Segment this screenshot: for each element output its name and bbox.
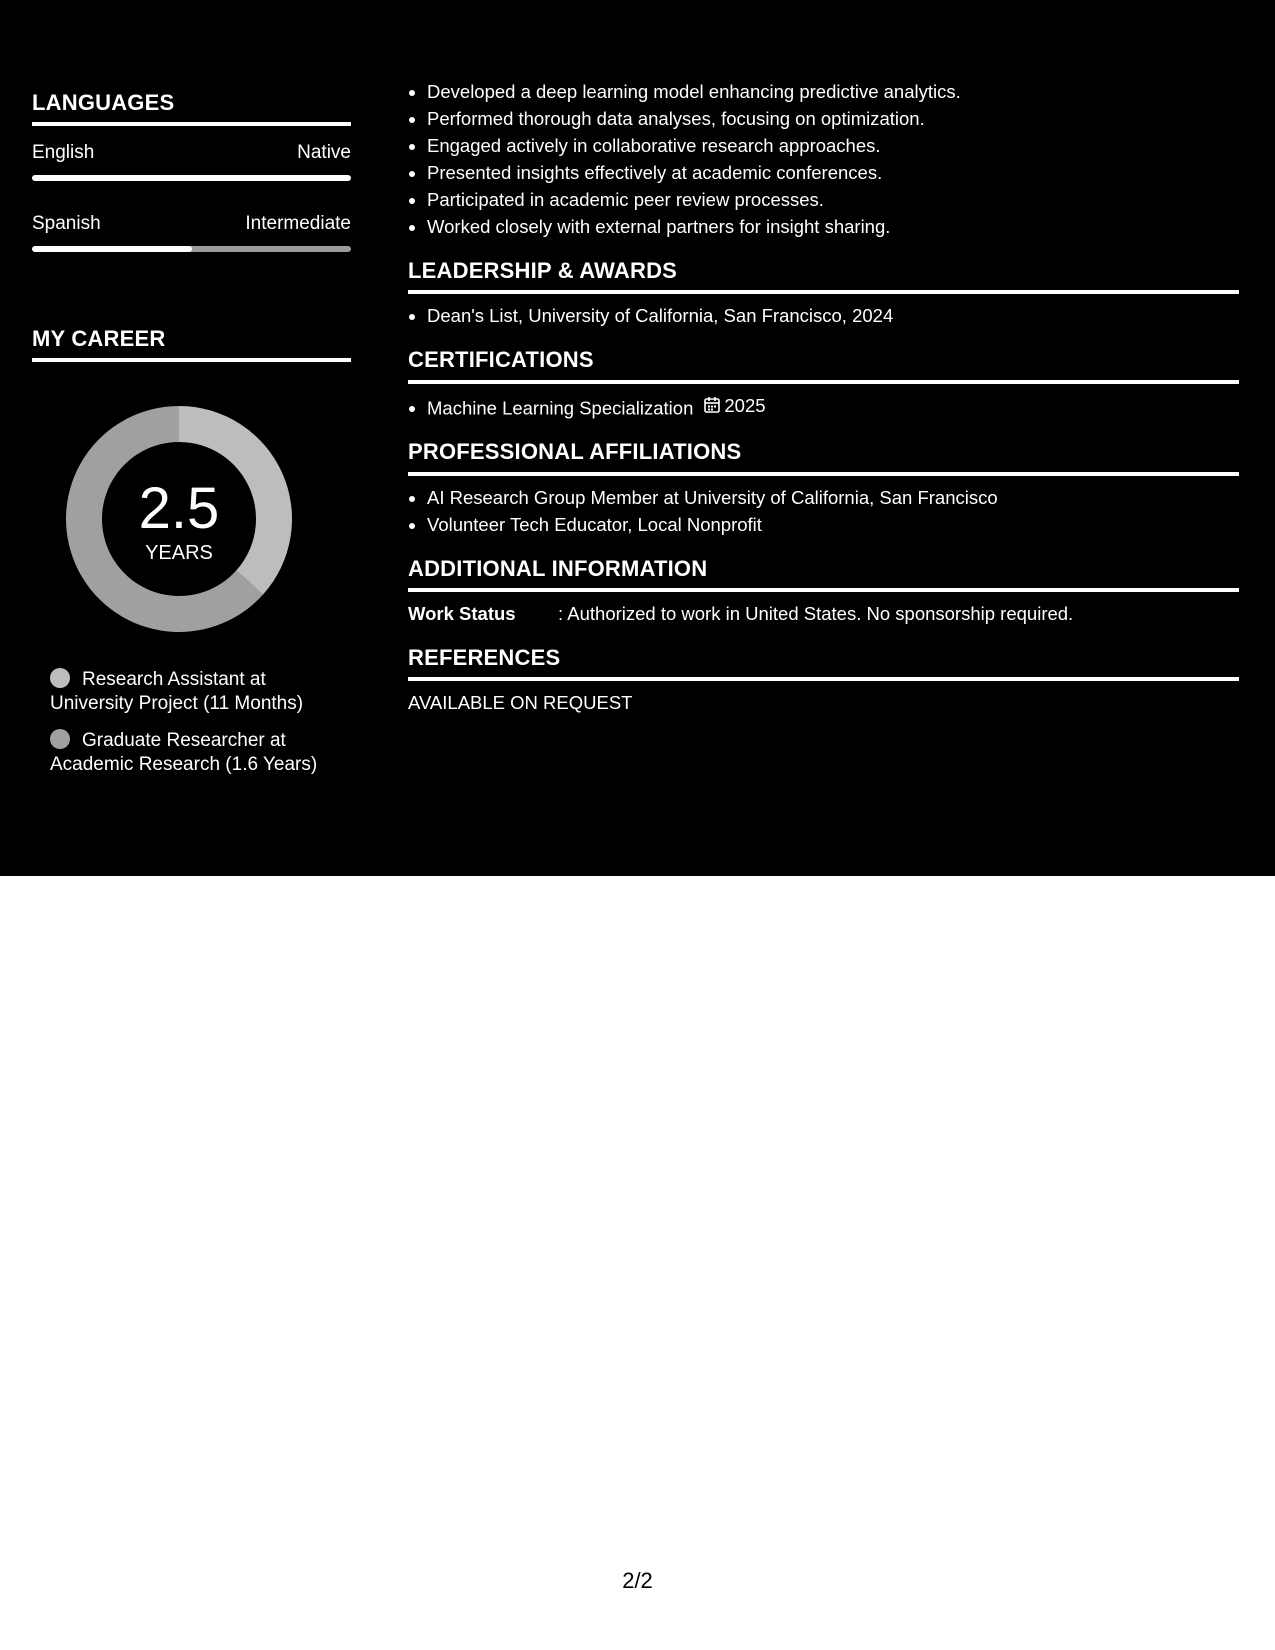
- affiliations-heading: PROFESSIONAL AFFILIATIONS: [408, 439, 1239, 475]
- work-status-label: Work Status: [408, 603, 516, 625]
- list-item: • AI Research Group Member at University of California, San Francisco: [427, 484, 1239, 511]
- language-proficiency-bar: [32, 246, 351, 252]
- legend-dot-icon: [50, 668, 70, 688]
- career-total-value: 2.5: [138, 475, 220, 541]
- list-item: • Performed thorough data analyses, focusing on optimization.: [427, 105, 1239, 132]
- language-proficiency-bar: [32, 175, 351, 181]
- work-status-row: [408, 600, 1239, 627]
- awards-heading: LEADERSHIP & AWARDS: [408, 258, 1239, 294]
- legend-item: [50, 668, 351, 716]
- sidebar: [32, 90, 351, 790]
- list-item: • Worked closely with external partners for insight sharing.: [427, 213, 1239, 240]
- legend-label: Research Assistant at University Project (11 Months): [50, 669, 304, 715]
- certifications-list: [408, 392, 1239, 422]
- language-proficiency-fill: [32, 175, 351, 181]
- language-level: Intermediate: [245, 213, 351, 235]
- career-legend: [50, 668, 351, 777]
- language-item-english: [32, 142, 351, 181]
- work-status-value: : Authorized to work in United States. No sponsorship required.: [558, 603, 1074, 625]
- language-proficiency-fill: [32, 246, 192, 252]
- legend-item: [50, 729, 351, 777]
- language-name: Spanish: [32, 213, 101, 235]
- language-name: English: [32, 142, 95, 164]
- list-item: • Participated in academic peer review processes.: [427, 186, 1239, 213]
- career-total-unit: YEARS: [145, 541, 213, 564]
- certifications-heading: CERTIFICATIONS: [408, 347, 1239, 383]
- certification-year: 2025: [724, 394, 766, 416]
- main-content: [408, 78, 1239, 716]
- career-donut-chart: [66, 406, 292, 632]
- list-item: • Developed a deep learning model enhancing predictive analytics.: [427, 78, 1239, 105]
- languages-heading: LANGUAGES: [32, 90, 351, 126]
- list-item: • Presented insights effectively at academic conferences.: [427, 159, 1239, 186]
- calendar-icon: [703, 396, 721, 414]
- awards-list: [408, 302, 1239, 329]
- language-item-spanish: [32, 213, 351, 252]
- list-item: • Engaged actively in collaborative research approaches.: [427, 132, 1239, 159]
- page-number: 2/2: [622, 1568, 653, 1593]
- references-heading: REFERENCES: [408, 645, 1239, 681]
- certification-name: Machine Learning Specialization: [427, 397, 694, 419]
- list-item: • Volunteer Tech Educator, Local Nonprofit: [427, 511, 1239, 538]
- legend-label: Graduate Researcher at Academic Research (1.6 Years): [50, 730, 318, 776]
- career-heading: MY CAREER: [32, 326, 351, 362]
- experience-bullets: [408, 78, 1239, 240]
- references-text: AVAILABLE ON REQUEST: [408, 692, 633, 714]
- additional-info-heading: ADDITIONAL INFORMATION: [408, 556, 1239, 592]
- legend-dot-icon: [50, 729, 70, 749]
- affiliations-list: [408, 484, 1239, 538]
- list-item: [427, 392, 1239, 422]
- language-level: Native: [297, 142, 351, 164]
- list-item: • Dean's List, University of California, San Francisco, 2024: [427, 302, 1239, 329]
